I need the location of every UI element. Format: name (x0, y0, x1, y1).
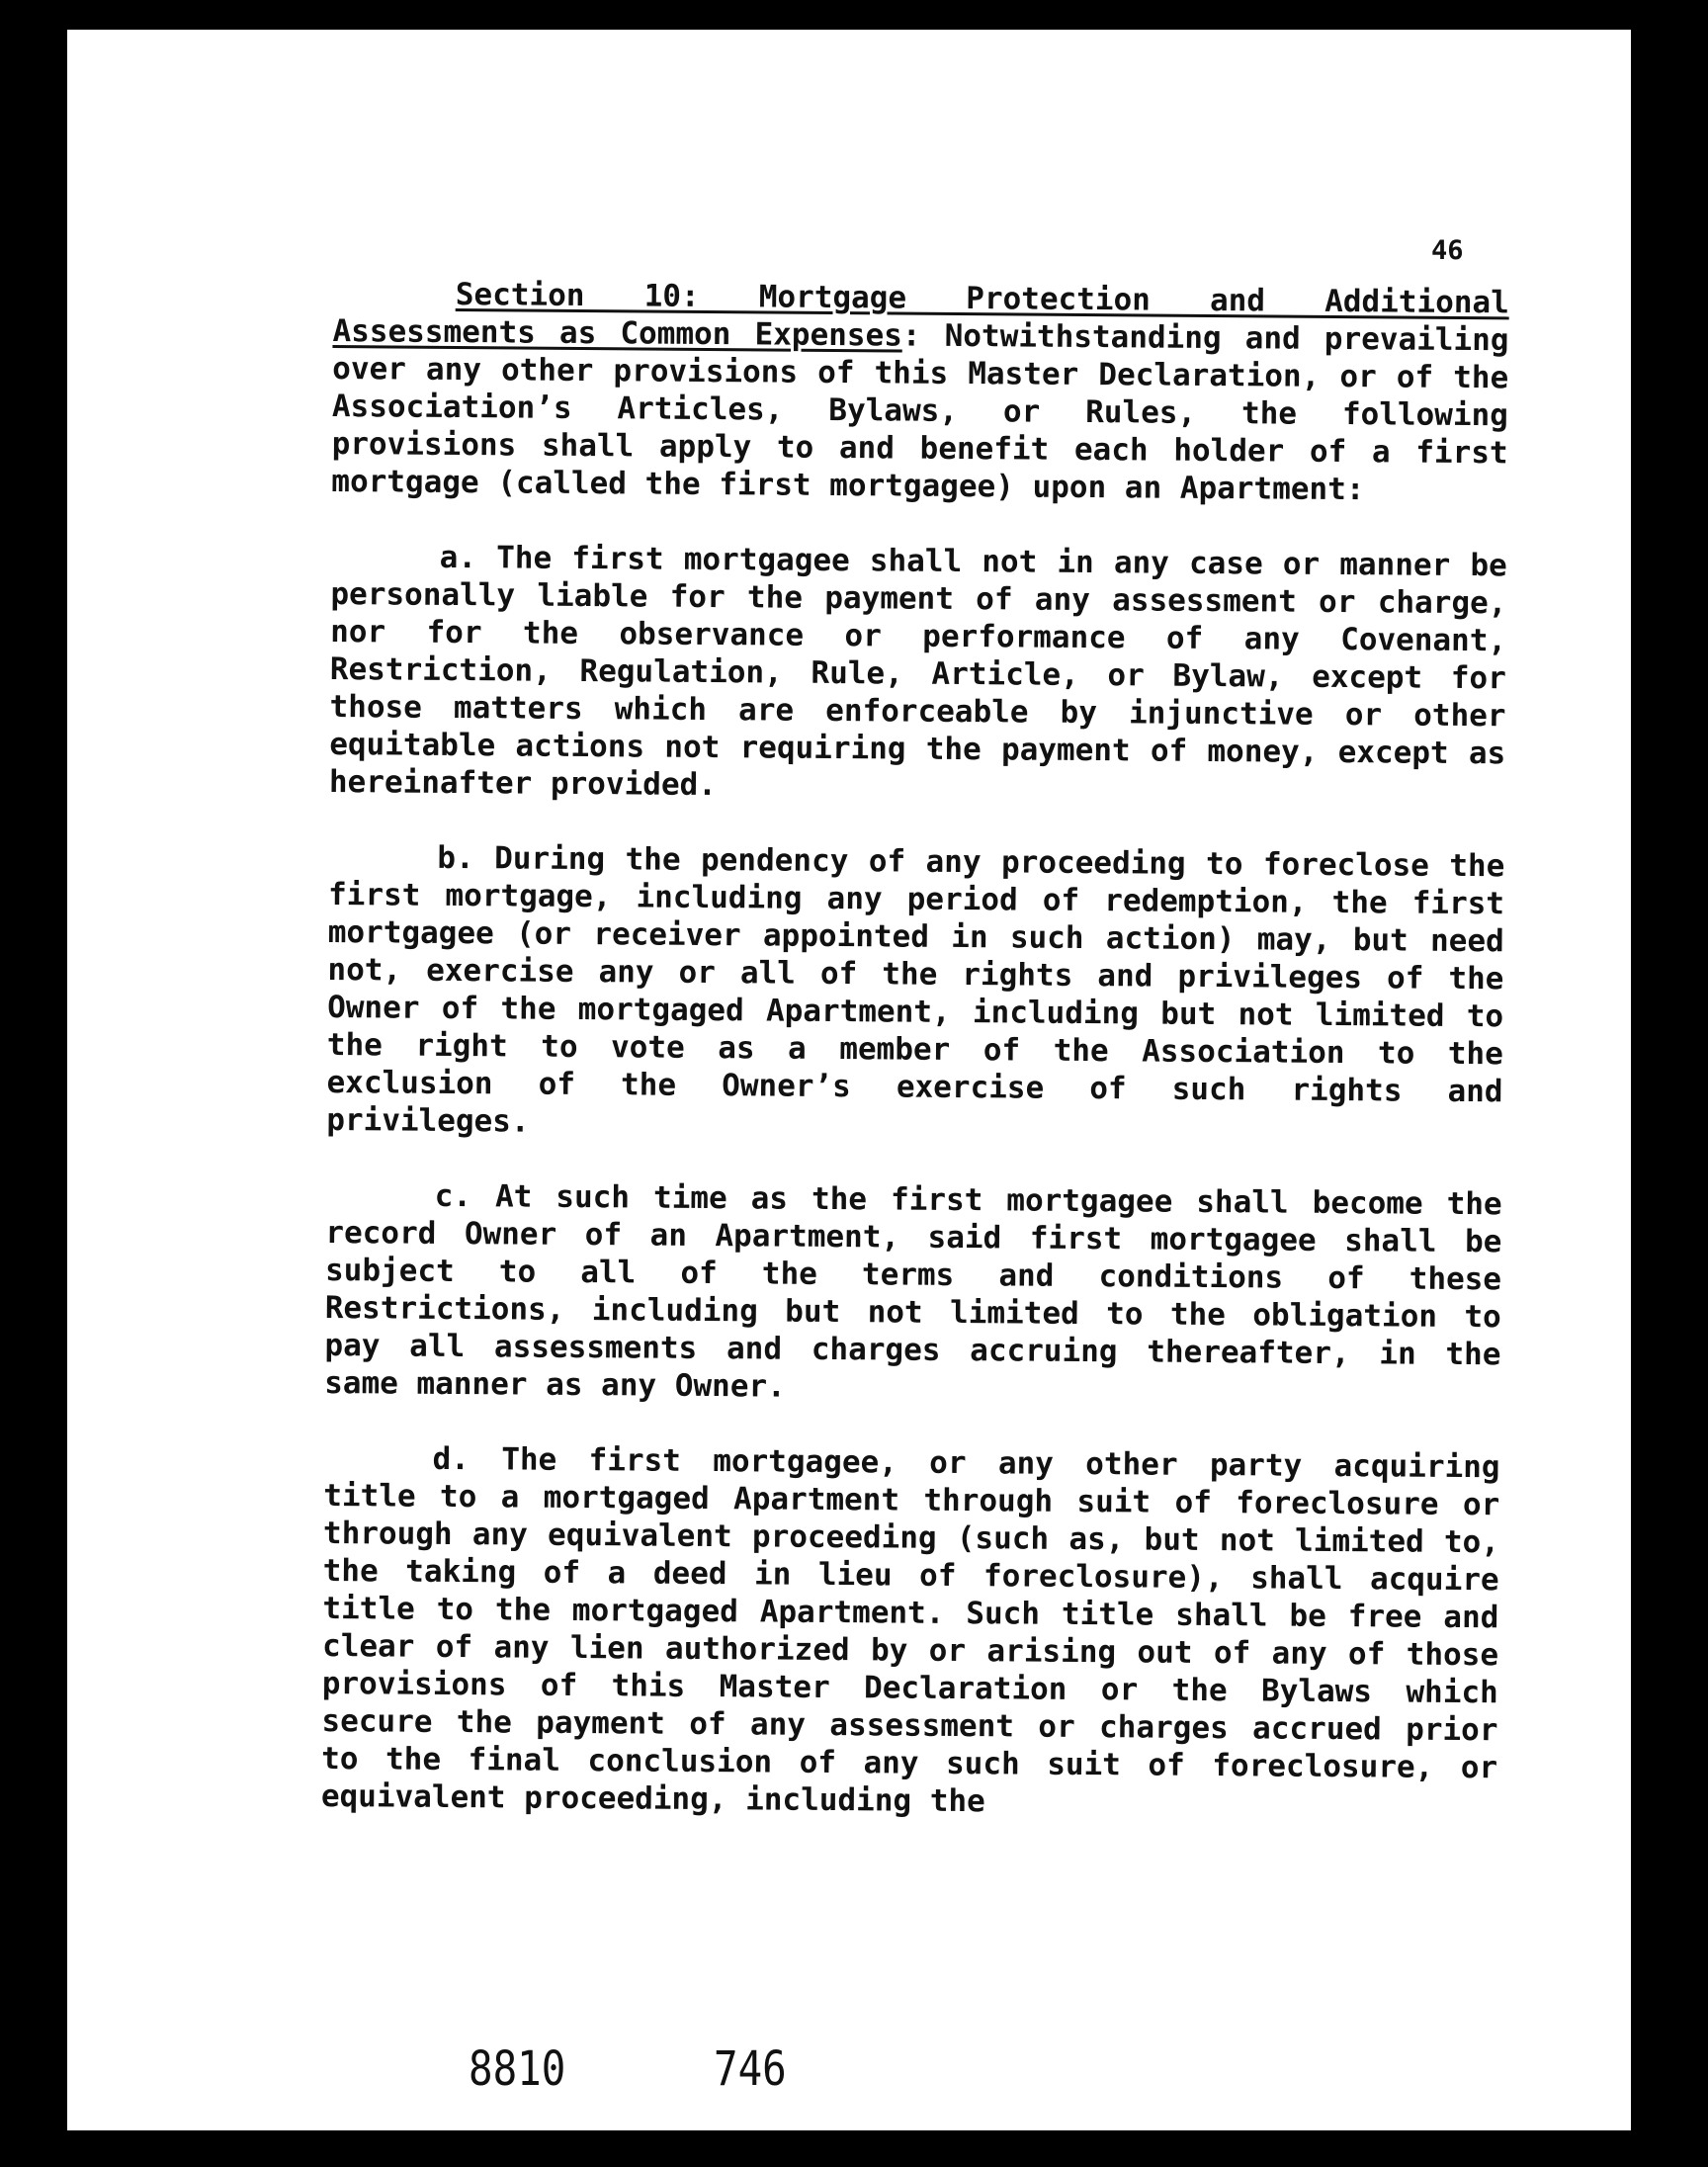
scan-speck (136, 79, 142, 85)
section-10-paragraph (331, 275, 1509, 509)
scan-speck (1550, 49, 1555, 54)
subsection-a (329, 538, 1507, 810)
subsection-c-letter: c. (434, 1177, 472, 1215)
subsection-b (326, 838, 1504, 1148)
subsection-a-text: The first mortgagee shall not in any case or manner be personally liable for the payment of any assessment or charge, nor for the observance or performance of any Covenant, Restriction, Regulation, Rule, Article, or Bylaw, except for those matters which are enforceable by injunctive or other equitable actions not requiring the payment of money, except as hereinafter provided. (328, 540, 1507, 804)
page-number: 46 (1431, 235, 1464, 266)
section-intro: Notwithstanding and prevailing over any other provisions of this Master Declaration, or of the Association’s Articles, Bylaws, or Rules, the following provisions shall apply to and benefit each holder of a first mortgage (called the first mortgagee) upon an Apartment: (331, 317, 1509, 508)
subsection-c-text: At such time as the first mortgagee shall become the record Owner of an Apartment, said first mortgagee shall be subject to all of the terms and conditions of these Restrictions, including but not limited to the obligation to pay all assessments and charges accruing thereafter, in the same manner as any Owner. (324, 1178, 1502, 1405)
subsection-b-text: During the pendency of any proceeding to foreclose the first mortgage, including any period of redemption, the first mortgagee (or receiver appointed in such action) may, but need not, exercise any or all of the rights and privileges of the Owner of the mortgaged Apartment, including but not limited to the right to vote as a member of the Association to the exclusion of the Owner’s exercise of such rights and privileges. (326, 840, 1505, 1140)
document-body (321, 275, 1509, 1824)
subsection-c (324, 1176, 1502, 1411)
footer-page-ref: 746 (714, 2041, 787, 2097)
subsection-d-letter: d. (432, 1440, 470, 1478)
subsection-b-letter: b. (437, 839, 474, 877)
footer-book-number: 8810 (469, 2041, 566, 2097)
subsection-d-text: The first mortgagee, or any other party acquiring title to a mortgaged Apartment through suit of foreclosure or through any equivalent proceeding (such as, but not limited to, the taking of a deed in lieu of foreclosure), shall acquire title to the mortgaged Apartment. Such title shall be free and clear of any lien authorized by or arising out of any of those provisions of this Master Declaration or the Bylaws which secure the payment of any assessment or charges accrued prior to the final conclusion of any such suit of foreclosure, or equivalent proceeding, including the (320, 1441, 1500, 1820)
section-heading-colon: : (901, 317, 921, 354)
subsection-d (321, 1439, 1500, 1824)
subsection-a-letter: a. (439, 539, 477, 576)
section-heading: Section 10: Mortgage Protection and Additional Assessments as Common Expenses (332, 276, 1509, 354)
